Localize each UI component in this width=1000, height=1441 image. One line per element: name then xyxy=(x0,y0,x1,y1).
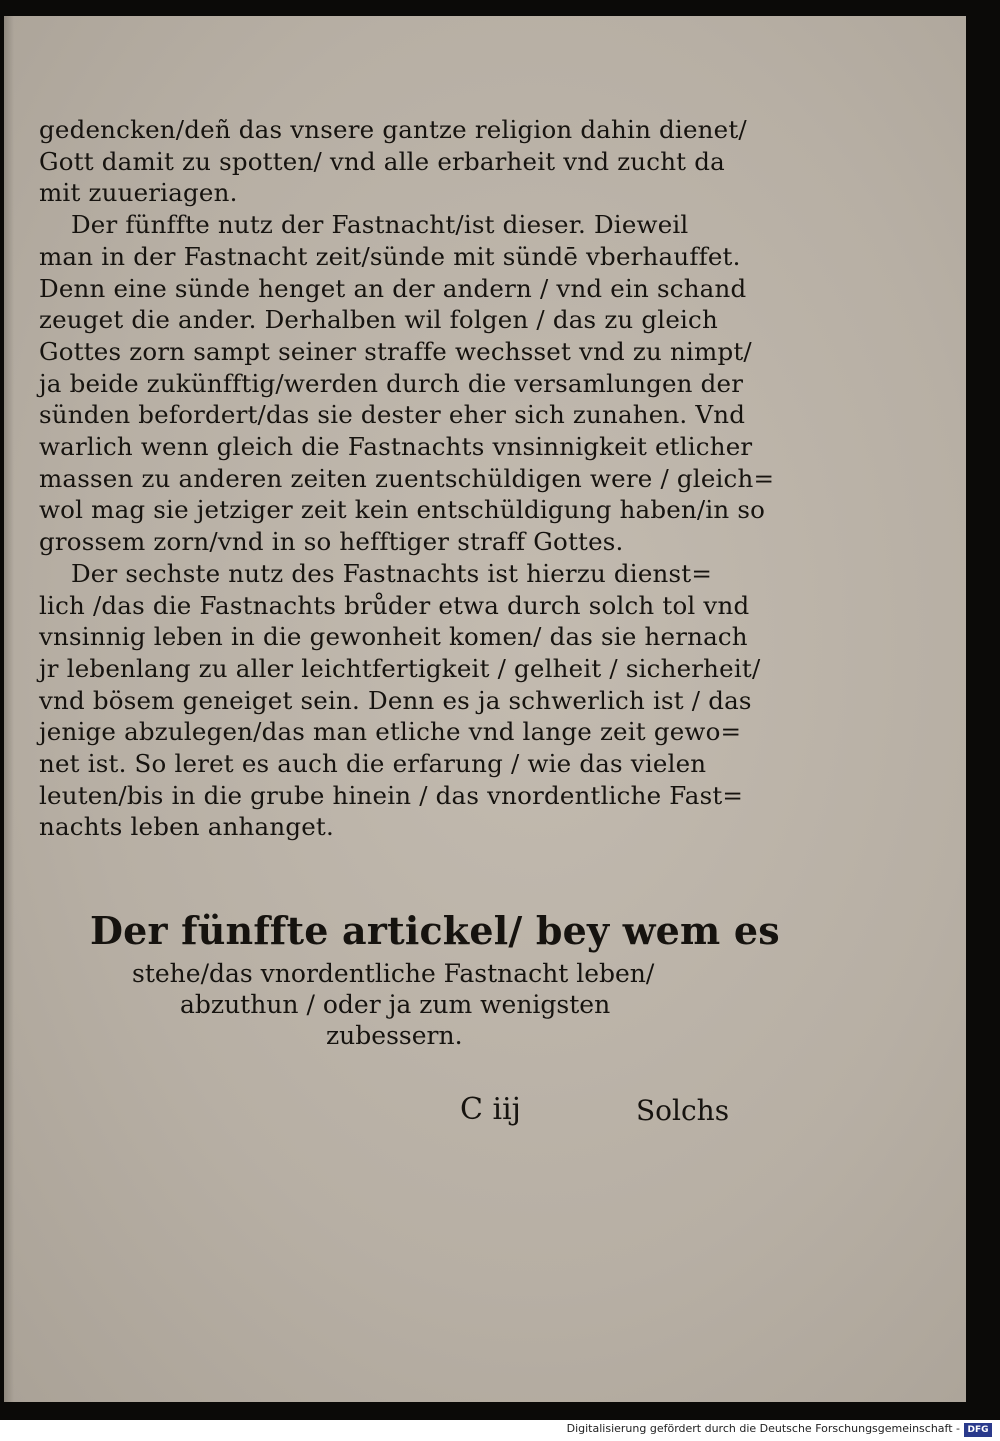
body-line: sünden befordert/das sie dester eher sich zunahen. Vnd xyxy=(39,400,746,430)
heading-subline: zubessern. xyxy=(326,1021,463,1050)
body-line: Gottes zorn sampt seiner straffe wechsset vnd zu nimpt/ xyxy=(39,336,752,366)
book-page xyxy=(4,16,966,1402)
body-line: jenige abzulegen/das man etliche vnd lange zeit gewo= xyxy=(39,717,742,747)
body-line: vnd bösem geneiget sein. Denn es ja schwerlich ist / das xyxy=(39,685,752,715)
signature-mark: C iij xyxy=(460,1092,521,1127)
body-line: lich /das die Fastnachts brůder etwa durch solch tol vnd xyxy=(39,590,750,620)
body-line: ja beide zukünfftig/werden durch die versamlungen der xyxy=(39,368,744,398)
dfg-logo-icon: DFG xyxy=(964,1423,992,1437)
section-heading: Der fünffte artickel/ bey wem es xyxy=(90,908,780,953)
footer-credit: Digitalisierung gefördert durch die Deutsche Forschungsgemeinschaft - xyxy=(566,1422,960,1435)
body-line: leuten/bis in die grube hinein / das vnordentliche Fast= xyxy=(39,780,744,810)
body-line: wol mag sie jetziger zeit kein entschüldigung haben/in so xyxy=(39,495,766,525)
body-line: mit zuueriagen. xyxy=(39,178,238,208)
body-line: gedencken/deñ das vnsere gantze religion dahin dienet/ xyxy=(39,115,747,144)
body-line: grossem zorn/vnd in so hefftiger straff Gottes. xyxy=(39,527,624,557)
heading-subline: stehe/das vnordentliche Fastnacht leben/ xyxy=(132,959,655,988)
body-line: Der fünffte nutz der Fastnacht/ist dieser. Dieweil xyxy=(39,210,689,240)
body-line: zeuget die ander. Derhalben wil folgen / das zu gleich xyxy=(39,305,718,335)
footer-bar xyxy=(0,1420,1000,1441)
body-line: man in der Fastnacht zeit/sünde mit sündē vberhauffet. xyxy=(39,241,741,271)
body-line: Gott damit zu spotten/ vnd alle erbarheit vnd zucht da xyxy=(39,146,725,176)
catchword: Solchs xyxy=(636,1094,730,1127)
body-text xyxy=(39,114,775,843)
body-line: massen zu anderen zeiten zuentschüldigen were / gleich= xyxy=(39,463,775,493)
body-line: Der sechste nutz des Fastnachts ist hierzu dienst= xyxy=(39,558,713,588)
body-line: nachts leben anhanget. xyxy=(39,812,334,842)
body-line: warlich wenn gleich die Fastnachts vnsinnigkeit etlicher xyxy=(39,432,753,462)
page-gutter-shadow xyxy=(4,16,14,1402)
body-line: jr lebenlang zu aller leichtfertigkeit / gelheit / sicherheit/ xyxy=(39,653,761,683)
body-line: net ist. So leret es auch die erfarung / wie das vielen xyxy=(39,749,707,779)
heading-subline: abzuthun / oder ja zum wenigsten xyxy=(180,990,611,1019)
body-line: vnsinnig leben in die gewonheit komen/ das sie hernach xyxy=(39,622,748,652)
body-line: Denn eine sünde henget an der andern / vnd ein schand xyxy=(39,273,747,303)
